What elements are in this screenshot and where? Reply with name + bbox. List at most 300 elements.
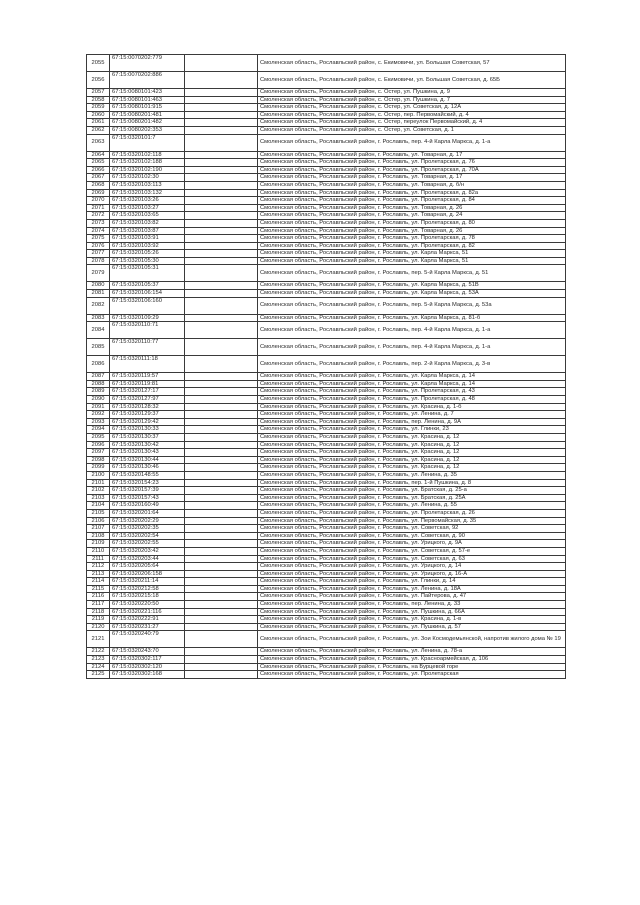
row-number-cell: 2095 [87,434,110,442]
empty-cell [185,631,258,648]
table-row [87,388,566,396]
address-cell: Смоленская область, Рославльский район, г. Рославль, ул. Карла Маркса, д. 53А [258,290,566,298]
table-row [87,479,566,487]
cadastral-number-cell: 67:15:0320109:29 [110,314,185,322]
cadastral-number-cell: 67:15:0080101:463 [110,96,185,104]
row-number-cell: 2090 [87,396,110,404]
table-row [87,570,566,578]
cadastral-number-cell: 67:15:0320215:18 [110,593,185,601]
table-row [87,623,566,631]
table-row [87,181,566,189]
address-cell: Смоленская область, Рославльский район, г. Рославль, ул. Пролетарская, д. 26 [258,509,566,517]
empty-cell [185,426,258,434]
cadastral-number-cell: 67:15:0320202:55 [110,540,185,548]
row-number-cell: 2080 [87,282,110,290]
row-number-cell: 2098 [87,456,110,464]
address-cell: Смоленская область, Рославльский район, г. Рославль, пер. Ленина, д. 9А [258,418,566,426]
cadastral-number-cell: 67:15:0320130:46 [110,464,185,472]
cadastral-number-cell: 67:15:0320101:7 [110,134,185,151]
row-number-cell: 2059 [87,104,110,112]
table-row [87,72,566,89]
empty-cell [185,502,258,510]
address-cell: Смоленская область, Рославльский район, г. Рославль, ул. Ленина, д. 78-а [258,648,566,656]
row-number-cell: 2066 [87,166,110,174]
cadastral-number-cell: 67:15:0070202:886 [110,72,185,89]
empty-cell [185,181,258,189]
table-row [87,119,566,127]
cadastral-number-cell: 67:15:0320102:30 [110,174,185,182]
empty-cell [185,578,258,586]
table-row [87,601,566,609]
row-number-cell: 2069 [87,189,110,197]
address-cell: Смоленская область, Рославльский район, г. Рославль, ул. Товарная, д. 26 [258,227,566,235]
empty-cell [185,111,258,119]
registry-table-container [86,54,566,679]
address-cell: Смоленская область, Рославльский район, г. Рославль, ул. Пролетарская, д. 48 [258,396,566,404]
empty-cell [185,314,258,322]
row-number-cell: 2115 [87,585,110,593]
row-number-cell: 2123 [87,656,110,664]
row-number-cell: 2079 [87,265,110,282]
table-row [87,517,566,525]
cadastral-number-cell: 67:15:0080101:423 [110,89,185,97]
row-number-cell: 2103 [87,494,110,502]
table-row [87,380,566,388]
cadastral-number-cell: 67:15:0320154:23 [110,479,185,487]
row-number-cell: 2068 [87,181,110,189]
row-number-cell: 2124 [87,663,110,671]
table-row [87,373,566,381]
empty-cell [185,403,258,411]
address-cell: Смоленская область, Рославльский район, г. Рославль, ул. Красина, д. 12 [258,434,566,442]
empty-cell [185,242,258,250]
empty-cell [185,671,258,679]
address-cell: Смоленская область, Рославльский район, г. Рославль, ул. Товарная, д. 26 [258,204,566,212]
table-row [87,159,566,167]
empty-cell [185,593,258,601]
table-row [87,671,566,679]
table-row [87,219,566,227]
empty-cell [185,411,258,419]
row-number-cell: 2101 [87,479,110,487]
cadastral-number-cell: 67:15:0320221:116 [110,608,185,616]
address-cell: Смоленская область, Рославльский район, с. Остер, ул. Пушкина, д. 7 [258,96,566,104]
table-row [87,297,566,314]
address-cell: Смоленская область, Рославльский район, г. Рославль, ул. Пушкина, д. 66А [258,608,566,616]
cadastral-number-cell: 67:15:0320211:14 [110,578,185,586]
row-number-cell: 2125 [87,671,110,679]
address-cell: Смоленская область, Рославльский район, г. Рославль, пер. 5-й Карла Маркса, д. 51 [258,265,566,282]
cadastral-number-cell: 67:15:0320302:168 [110,671,185,679]
empty-cell [185,456,258,464]
table-row [87,502,566,510]
row-number-cell: 2116 [87,593,110,601]
table-row [87,456,566,464]
cadastral-number-cell: 67:15:0320111:18 [110,356,185,373]
table-row [87,616,566,624]
empty-cell [185,388,258,396]
empty-cell [185,212,258,220]
address-cell: Смоленская область, Рославльский район, г. Рославль, ул. Урицкого, д. 14 [258,563,566,571]
empty-cell [185,434,258,442]
address-cell: Смоленская область, Рославльский район, г. Рославль, ул. Товарная, д. 17 [258,174,566,182]
empty-cell [185,197,258,205]
row-number-cell: 2064 [87,151,110,159]
table-row [87,464,566,472]
cadastral-number-cell: 67:15:0320157:39 [110,487,185,495]
empty-cell [185,656,258,664]
cadastral-number-cell: 67:15:0080201:482 [110,119,185,127]
row-number-cell: 2087 [87,373,110,381]
row-number-cell: 2099 [87,464,110,472]
table-row [87,525,566,533]
address-cell: Смоленская область, Рославльский район, г. Рославль, ул. Пролетарская, д. 82а [258,189,566,197]
row-number-cell: 2112 [87,563,110,571]
empty-cell [185,282,258,290]
cadastral-number-cell: 67:15:0320231:27 [110,623,185,631]
address-cell: Смоленская область, Рославльский район, г. Рославль, ул. Пролетарская, д. 43 [258,388,566,396]
row-number-cell: 2093 [87,418,110,426]
empty-cell [185,517,258,525]
address-cell: Смоленская область, Рославльский район, г. Рославль, ул. Карла Маркса, 51 [258,257,566,265]
address-cell: Смоленская область, Рославльский район, г. Рославль, ул. Товарная, д. б/н [258,181,566,189]
row-number-cell: 2092 [87,411,110,419]
address-cell: Смоленская область, Рославльский район, с. Остер, ул. Пушкина, д. 9 [258,89,566,97]
table-row [87,356,566,373]
address-cell: Смоленская область, Рославльский район, г. Рославль, ул. Карла Маркса, д. 81-б [258,314,566,322]
cadastral-number-cell: 67:15:0320103:113 [110,181,185,189]
address-cell: Смоленская область, Рославльский район, г. Рославль, ул. Советская, 92 [258,525,566,533]
empty-cell [185,159,258,167]
empty-cell [185,525,258,533]
address-cell: Смоленская область, Рославльский район, г. Рославль, ул. Пайтерова, д. 47 [258,593,566,601]
empty-cell [185,608,258,616]
address-cell: Смоленская область, Рославльский район, г. Рославль, пер. 4-й Карла Маркса, д. 1-а [258,322,566,339]
table-row [87,96,566,104]
table-row [87,656,566,664]
empty-cell [185,532,258,540]
row-number-cell: 2083 [87,314,110,322]
empty-cell [185,72,258,89]
row-number-cell: 2102 [87,487,110,495]
table-row [87,578,566,586]
empty-cell [185,104,258,112]
cadastral-number-cell: 67:15:0320202:29 [110,517,185,525]
cadastral-number-cell: 67:15:0320128:32 [110,403,185,411]
empty-cell [185,297,258,314]
empty-cell [185,257,258,265]
empty-cell [185,396,258,404]
empty-cell [185,479,258,487]
address-cell: Смоленская область, Рославльский район, г. Рославль, ул. Советская, д. 63 [258,555,566,563]
table-row [87,111,566,119]
empty-cell [185,227,258,235]
table-row [87,250,566,258]
cadastral-number-cell: 67:15:0320102:188 [110,159,185,167]
empty-cell [185,616,258,624]
cadastral-number-cell: 67:15:0320119:57 [110,373,185,381]
row-number-cell: 2117 [87,601,110,609]
cadastral-number-cell: 67:15:0320110:71 [110,322,185,339]
empty-cell [185,418,258,426]
table-row [87,471,566,479]
address-cell: Смоленская область, Рославльский район, г. Рославль, ул. Красина, д. 1-в [258,616,566,624]
table-row [87,396,566,404]
address-cell: Смоленская область, Рославльский район, г. Рославль, ул. Братская, д. 25А [258,494,566,502]
address-cell: Смоленская область, Рославльский район, г. Рославль, ул. Товарная, д. 24 [258,212,566,220]
address-cell: Смоленская область, Рославльский район, г. Рославль, ул. Советская, д. 57-е [258,547,566,555]
empty-cell [185,540,258,548]
cadastral-number-cell: 67:15:0320157:43 [110,494,185,502]
table-row [87,126,566,134]
address-cell: Смоленская область, Рославльский район, г. Рославль, пер. Ленина, д. 33 [258,601,566,609]
empty-cell [185,494,258,502]
table-row [87,418,566,426]
cadastral-number-cell: 67:15:0320130:37 [110,434,185,442]
row-number-cell: 2088 [87,380,110,388]
cadastral-number-cell: 67:15:0320105:26 [110,250,185,258]
address-cell: Смоленская область, Рославльский район, с. Остер, пер. Первомайский, д. 4 [258,111,566,119]
empty-cell [185,119,258,127]
row-number-cell: 2119 [87,616,110,624]
table-row [87,242,566,250]
empty-cell [185,151,258,159]
row-number-cell: 2063 [87,134,110,151]
empty-cell [185,570,258,578]
cadastral-number-cell: 67:15:0320103:26 [110,197,185,205]
address-cell: Смоленская область, Рославльский район, г. Рославль, ул. Красина, д. 12 [258,456,566,464]
empty-cell [185,174,258,182]
cadastral-number-cell: 67:15:0320220:50 [110,601,185,609]
table-row [87,104,566,112]
empty-cell [185,509,258,517]
address-cell: Смоленская область, Рославльский район, г. Рославль, ул. Красина, д. 12 [258,441,566,449]
row-number-cell: 2094 [87,426,110,434]
table-row [87,494,566,502]
table-row [87,314,566,322]
row-number-cell: 2084 [87,322,110,339]
table-row [87,434,566,442]
empty-cell [185,471,258,479]
empty-cell [185,623,258,631]
address-cell: Смоленская область, Рославльский район, г. Рославль, ул. Советская, д. 90 [258,532,566,540]
table-row [87,563,566,571]
address-cell: Смоленская область, Рославльский район, с. Остер, ул. Советская, д. 1 [258,126,566,134]
row-number-cell: 2077 [87,250,110,258]
cadastral-number-cell: 67:15:0320106:160 [110,297,185,314]
table-row [87,441,566,449]
row-number-cell: 2122 [87,648,110,656]
row-number-cell: 2086 [87,356,110,373]
address-cell: Смоленская область, Рославльский район, с. Остер, переулок Первомайский, д. 4 [258,119,566,127]
empty-cell [185,219,258,227]
row-number-cell: 2074 [87,227,110,235]
address-cell: Смоленская область, Рославльский район, г. Рославль, ул. Братская, д. 25-а [258,487,566,495]
address-cell: Смоленская область, Рославльский район, с. Екимовичи, ул. Большая Советская, 57 [258,55,566,72]
cadastral-number-cell: 67:15:0080202:353 [110,126,185,134]
empty-cell [185,204,258,212]
table-row [87,403,566,411]
address-cell: Смоленская область, Рославльский район, г. Рославль, пер. 5-й Карла Маркса, д. 53а [258,297,566,314]
empty-cell [185,547,258,555]
table-row [87,540,566,548]
registry-table-body [87,55,566,679]
table-row [87,290,566,298]
cadastral-number-cell: 67:15:0320201:64 [110,509,185,517]
row-number-cell: 2070 [87,197,110,205]
row-number-cell: 2055 [87,55,110,72]
row-number-cell: 2096 [87,441,110,449]
empty-cell [185,265,258,282]
table-row [87,593,566,601]
empty-cell [185,555,258,563]
cadastral-number-cell: 67:15:0320102:190 [110,166,185,174]
table-row [87,648,566,656]
address-cell: Смоленская область, Рославльский район, г. Рославль, на Бурцевой горе [258,663,566,671]
row-number-cell: 2061 [87,119,110,127]
table-row [87,411,566,419]
address-cell: Смоленская область, Рославльский район, г. Рославль, ул. Урицкого, д. 9А [258,540,566,548]
cadastral-number-cell: 67:15:0320212:58 [110,585,185,593]
address-cell: Смоленская область, Рославльский район, г. Рославль, ул. Пролетарская, д. 76 [258,159,566,167]
cadastral-number-cell: 67:15:0320302:117 [110,656,185,664]
row-number-cell: 2111 [87,555,110,563]
empty-cell [185,322,258,339]
empty-cell [185,563,258,571]
cadastral-number-cell: 67:15:0320127:17 [110,388,185,396]
cadastral-number-cell: 67:15:0080101:915 [110,104,185,112]
cadastral-number-cell: 67:15:0320105:37 [110,282,185,290]
empty-cell [185,449,258,457]
table-row [87,449,566,457]
cadastral-number-cell: 67:15:0320202:35 [110,525,185,533]
cadastral-number-cell: 67:15:0320129:42 [110,418,185,426]
cadastral-number-cell: 67:15:0320119:81 [110,380,185,388]
cadastral-number-cell: 67:15:0320103:91 [110,235,185,243]
table-row [87,509,566,517]
address-cell: Смоленская область, Рославльский район, г. Рославль, пер. 4-й Карла Маркса, д. 1-а [258,339,566,356]
cadastral-number-cell: 67:15:0070202:779 [110,55,185,72]
empty-cell [185,441,258,449]
row-number-cell: 2091 [87,403,110,411]
table-row [87,227,566,235]
row-number-cell: 2072 [87,212,110,220]
row-number-cell: 2109 [87,540,110,548]
row-number-cell: 2113 [87,570,110,578]
address-cell: Смоленская область, Рославльский район, г. Рославль, ул. Красина, д. 1-б [258,403,566,411]
table-row [87,322,566,339]
cadastral-number-cell: 67:15:0320205:64 [110,563,185,571]
cadastral-number-cell: 67:15:0320129:37 [110,411,185,419]
empty-cell [185,96,258,104]
row-number-cell: 2056 [87,72,110,89]
address-cell: Смоленская область, Рославльский район, г. Рославль, ул. Карла Маркса, д. 14 [258,373,566,381]
cadastral-number-cell: 67:15:0320106:154 [110,290,185,298]
row-number-cell: 2120 [87,623,110,631]
address-cell: Смоленская область, Рославльский район, г. Рославль, ул. Ленина, д. 18А [258,585,566,593]
empty-cell [185,601,258,609]
table-row [87,204,566,212]
address-cell: Смоленская область, Рославльский район, г. Рославль, ул. Красноармейская, д. 106 [258,656,566,664]
empty-cell [185,585,258,593]
address-cell: Смоленская область, Рославльский район, г. Рославль, ул. Зои Космодемьянской, напротив жилого дома № 19 [258,631,566,648]
row-number-cell: 2076 [87,242,110,250]
address-cell: Смоленская область, Рославльский район, г. Рославль, ул. Ленина, д. 7 [258,411,566,419]
table-row [87,134,566,151]
address-cell: Смоленская область, Рославльский район, г. Рославль, пер. 4-й Карла Маркса, д. 1-а [258,134,566,151]
cadastral-number-cell: 67:15:0320148:55 [110,471,185,479]
empty-cell [185,373,258,381]
empty-cell [185,290,258,298]
empty-cell [185,339,258,356]
row-number-cell: 2065 [87,159,110,167]
address-cell: Смоленская область, Рославльский район, г. Рославль, ул. Пушкина, д. 57 [258,623,566,631]
address-cell: Смоленская область, Рославльский район, г. Рославль, пер. 1-й Пушкина, д. 8 [258,479,566,487]
empty-cell [185,89,258,97]
table-row [87,282,566,290]
cadastral-number-cell: 67:15:0320130:33 [110,426,185,434]
empty-cell [185,166,258,174]
empty-cell [185,189,258,197]
cadastral-number-cell: 67:15:0080201:481 [110,111,185,119]
table-row [87,212,566,220]
row-number-cell: 2058 [87,96,110,104]
row-number-cell: 2100 [87,471,110,479]
row-number-cell: 2089 [87,388,110,396]
address-cell: Смоленская область, Рославльский район, г. Рославль, ул. Карла Маркса, д. 51В [258,282,566,290]
empty-cell [185,663,258,671]
cadastral-number-cell: 67:15:0320110:77 [110,339,185,356]
row-number-cell: 2078 [87,257,110,265]
table-row [87,189,566,197]
cadastral-number-cell: 67:15:0320103:82 [110,219,185,227]
table-row [87,585,566,593]
address-cell: Смоленская область, Рославльский район, г. Рославль, ул. Карла Маркса, 51 [258,250,566,258]
row-number-cell: 2121 [87,631,110,648]
address-cell: Смоленская область, Рославльский район, с. Екимовичи, ул. Большая Советская, д. 65Б [258,72,566,89]
row-number-cell: 2085 [87,339,110,356]
cadastral-number-cell: 67:15:0320206:158 [110,570,185,578]
address-cell: Смоленская область, Рославльский район, г. Рославль, ул. Урицкого, д. 16-А [258,570,566,578]
cadastral-number-cell: 67:15:0320130:44 [110,456,185,464]
cadastral-number-cell: 67:15:0320130:43 [110,449,185,457]
address-cell: Смоленская область, Рославльский район, г. Рославль, ул. Пролетарская, д. 84 [258,197,566,205]
cadastral-number-cell: 67:15:0320243:70 [110,648,185,656]
address-cell: Смоленская область, Рославльский район, г. Рославль, ул. Пролетарская, д. 78 [258,235,566,243]
row-number-cell: 2081 [87,290,110,298]
cadastral-number-cell: 67:15:0320127:97 [110,396,185,404]
table-row [87,426,566,434]
table-row [87,151,566,159]
row-number-cell: 2073 [87,219,110,227]
address-cell: Смоленская область, Рославльский район, г. Рославль, ул. Красина, д. 12 [258,464,566,472]
address-cell: Смоленская область, Рославльский район, г. Рославль, ул. Глинки, д. 14 [258,578,566,586]
cadastral-number-cell: 67:15:0320103:92 [110,242,185,250]
table-row [87,555,566,563]
table-row [87,547,566,555]
table-row [87,166,566,174]
table-row [87,265,566,282]
row-number-cell: 2118 [87,608,110,616]
cadastral-number-cell: 67:15:0320103:27 [110,204,185,212]
row-number-cell: 2097 [87,449,110,457]
empty-cell [185,487,258,495]
empty-cell [185,126,258,134]
address-cell: Смоленская область, Рославльский район, г. Рославль, пер. 2-й Карла Маркса, д. 3-в [258,356,566,373]
row-number-cell: 2108 [87,532,110,540]
table-row [87,55,566,72]
address-cell: Смоленская область, Рославльский район, г. Рославль, ул. Пролетарская [258,671,566,679]
